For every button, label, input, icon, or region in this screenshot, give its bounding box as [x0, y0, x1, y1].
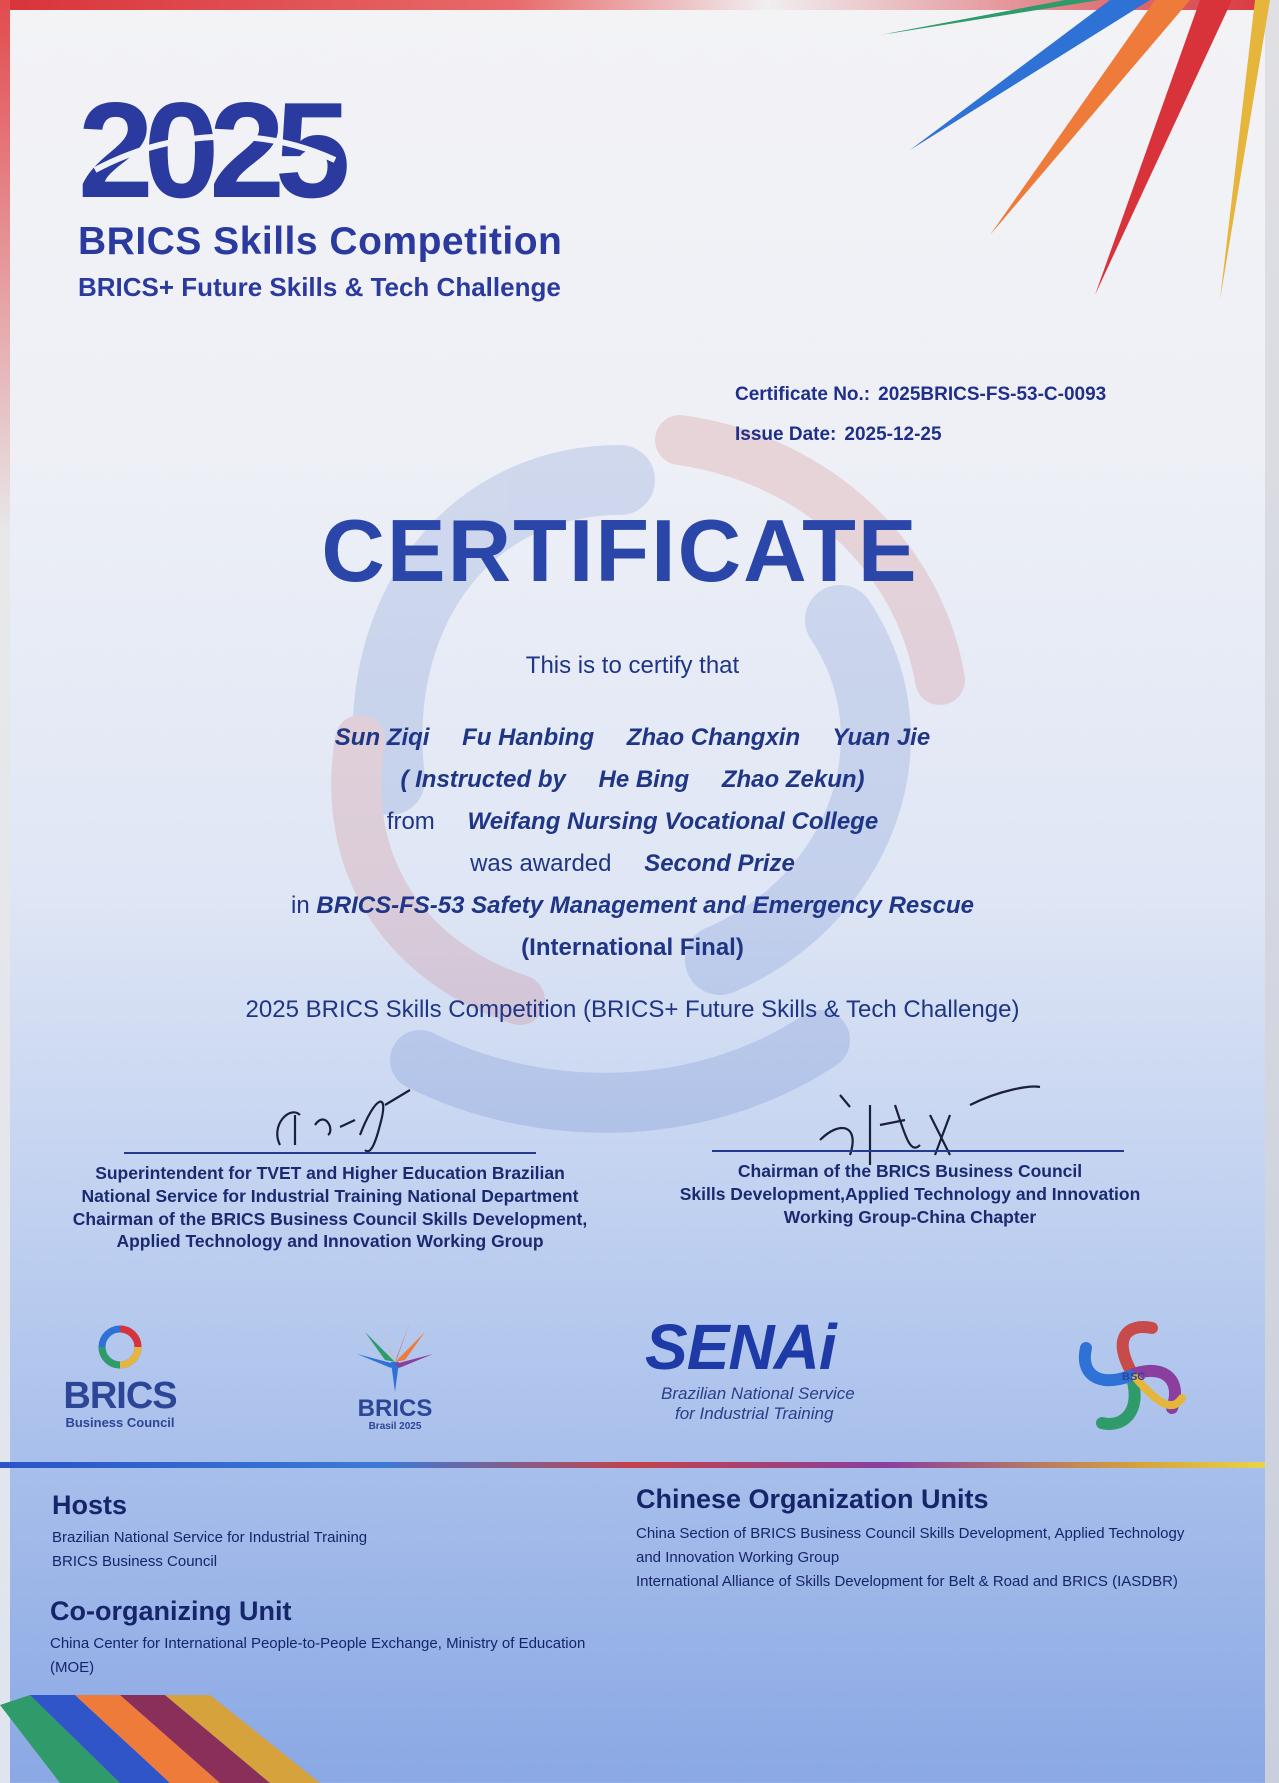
issue-date [735, 424, 942, 446]
chinese-units-list [636, 1522, 1184, 1594]
chinese-units-heading: Chinese Organization Units [636, 1484, 989, 1514]
awarded-label: was awarded [470, 850, 612, 877]
certificate-number [735, 384, 1106, 406]
host-item: Brazilian National Service for Industrial Training [52, 1529, 368, 1546]
certificate-heading: CERTIFICATE [321, 501, 919, 600]
brics-bc-name: BRICS [63, 1375, 177, 1417]
co-organizing-heading: Co-organizing Unit [50, 1596, 292, 1626]
right-signature-line [712, 1150, 1124, 1152]
right-signatory-title: Chairman of the BRICS Business Council Skills Development,Applied Technology and Innovation Working Group-China Chapter [679, 1161, 1141, 1227]
brics-bc-sub: Business Council [65, 1415, 175, 1430]
institution-line [0, 808, 1265, 836]
senai-sub-2: for Industrial Training [675, 1404, 834, 1424]
event-stage: (International Final) [521, 934, 744, 961]
instructor-name: He Bing [598, 766, 690, 793]
chinese-unit-item: International Alliance of Skills Development for Belt & Road and BRICS (IASDBR) [636, 1573, 1178, 1590]
bsc-swirl-icon [1072, 1318, 1192, 1434]
competition-name: 2025 BRICS Skills Competition (BRICS+ Future Skills & Tech Challenge) [245, 996, 1020, 1023]
co-organizing-item: China Center for International People-to-People Exchange, Ministry of Education [50, 1635, 586, 1652]
brics-brasil-sub: Brasil 2025 [368, 1421, 422, 1432]
event-line [0, 892, 1265, 920]
awardee-name: Yuan Jie [832, 724, 931, 751]
brics-business-council-logo [50, 1322, 190, 1430]
host-item: BRICS Business Council [52, 1553, 218, 1570]
award-line [0, 850, 1265, 878]
intro-text: This is to certify that [525, 652, 740, 679]
awardee-name: Fu Hanbing [462, 724, 595, 751]
brics-brasil-name: BRICS [357, 1395, 433, 1422]
senai-logo [645, 1310, 885, 1425]
bsc-logo [1072, 1318, 1192, 1434]
awardee-names [0, 724, 1265, 752]
year-swoosh [90, 120, 340, 190]
certificate-number-label: Certificate No.: [735, 384, 871, 405]
left-signature-line [124, 1152, 536, 1154]
from-label: from [386, 808, 435, 835]
brics-brasil-logo [340, 1322, 450, 1432]
issue-date-label: Issue Date: [735, 424, 837, 445]
competition-title: BRICS Skills Competition [78, 220, 563, 263]
certificate-number-value: 2025BRICS-FS-53-C-0093 [878, 384, 1107, 405]
hosts-list [52, 1526, 367, 1574]
chinese-unit-item: China Section of BRICS Business Council Skills Development, Applied Technology [636, 1525, 1185, 1542]
divider-stripe [0, 1462, 1265, 1468]
prize-name: Second Prize [644, 850, 795, 877]
hosts-heading: Hosts [52, 1490, 128, 1520]
awardee-name: Zhao Changxin [626, 724, 801, 751]
co-organizing-list [50, 1632, 585, 1680]
left-signatory-title: Superintendent for TVET and Higher Education Brazilian National Service for Industrial Training National Department Chairman of the BRICS Business Council Skills Development, Applied Technology and Innovation Working Group [72, 1163, 588, 1252]
starburst-decoration [860, 0, 1279, 310]
event-name: BRICS-FS-53 Safety Management and Emergency Rescue [316, 892, 974, 919]
institution-name: Weifang Nursing Vocational College [467, 808, 879, 835]
corner-stripes-decoration [0, 1695, 320, 1783]
instructed-prefix: ( Instructed by [400, 766, 566, 793]
awardee-name: Sun Ziqi [334, 724, 430, 751]
bsc-mark: BSC [1122, 1371, 1146, 1383]
senai-sub-1: Brazilian National Service [661, 1384, 855, 1403]
instructors-line [0, 766, 1265, 794]
instructor-name: Zhao Zekun) [721, 766, 865, 793]
left-signature [240, 1085, 430, 1155]
in-label: in [291, 892, 310, 919]
brics-star-icon [93, 1322, 147, 1372]
chinese-unit-item: and Innovation Working Group [636, 1549, 840, 1566]
tree-icon [355, 1322, 435, 1392]
senai-name: SENAi [645, 1311, 836, 1383]
competition-subtitle: BRICS+ Future Skills & Tech Challenge [78, 272, 561, 302]
year-logo: 2025 [78, 74, 341, 226]
co-organizing-item: (MOE) [50, 1659, 95, 1676]
issue-date-value: 2025-12-25 [844, 424, 942, 445]
